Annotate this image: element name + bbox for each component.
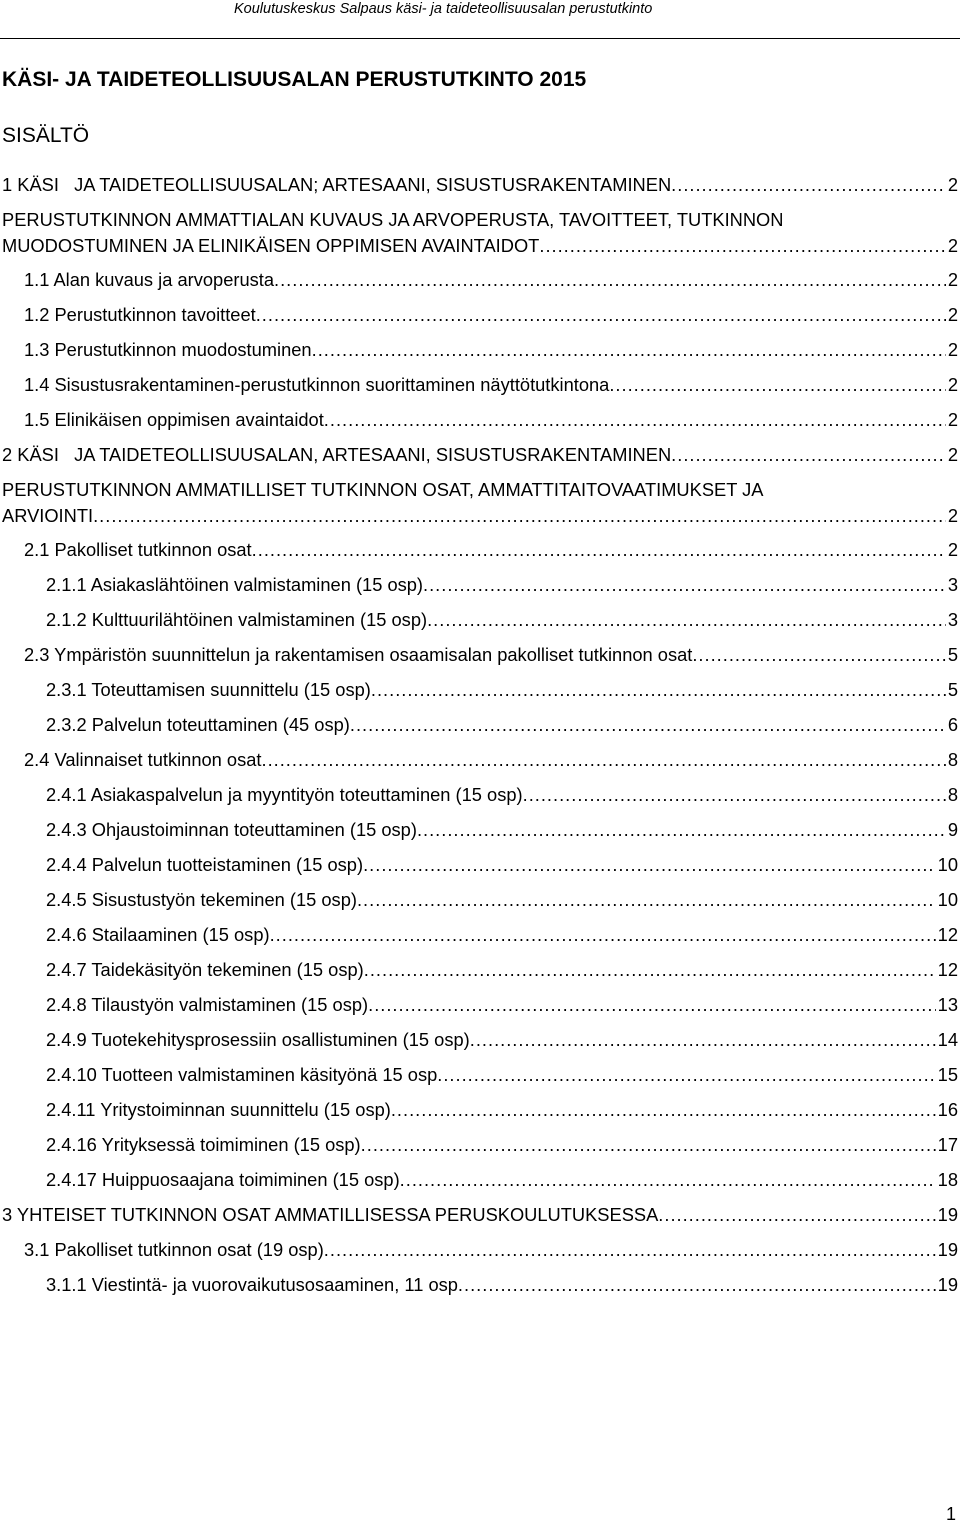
toc-page-number: 16 <box>937 1099 958 1120</box>
toc-entry[interactable] <box>46 1097 958 1123</box>
toc-entry-label: 3.1 Pakolliset tutkinnon osat (19 osp) <box>24 1239 324 1260</box>
toc-entry-label: 2.3 Ympäristön suunnittelun ja rakentamisen osaamisalan pakolliset tutkinnon osat <box>24 644 693 665</box>
toc-entry[interactable] <box>46 677 958 703</box>
toc-entry-label: MUODOSTUMINEN JA ELINIKÄISEN OPPIMISEN AVAINTAIDOT <box>2 235 540 256</box>
toc-entry[interactable] <box>2 442 958 468</box>
dot-leader <box>658 1202 935 1228</box>
toc-entry-label: 2.4.7 Taidekäsityön tekeminen (15 osp) <box>46 959 364 980</box>
toc-page-number: 10 <box>937 889 958 910</box>
toc-page-number: 12 <box>937 924 958 945</box>
toc-entry[interactable] <box>46 572 958 598</box>
toc-page-number: 3 <box>947 609 958 630</box>
dot-leader <box>371 677 946 703</box>
toc-entry-label-line1: PERUSTUTKINNON AMMATILLISET TUTKINNON OSAT, AMMATTITAITOVAATIMUKSET JA <box>2 479 764 500</box>
toc-entry[interactable] <box>2 1202 958 1228</box>
toc-entry[interactable] <box>24 267 958 293</box>
toc-entry[interactable] <box>24 537 958 563</box>
toc-entry[interactable] <box>46 817 958 843</box>
toc-page-number: 2 <box>947 374 958 395</box>
dot-leader <box>539 233 945 259</box>
dot-leader <box>427 607 946 633</box>
dot-leader <box>350 712 946 738</box>
toc-entry-label-line1: PERUSTUTKINNON AMMATTIALAN KUVAUS JA ARVOPERUSTA, TAVOITTEET, TUTKINNON <box>2 209 784 230</box>
toc-entry-label: 2.1 Pakolliset tutkinnon osat <box>24 539 252 560</box>
dot-leader <box>609 372 945 398</box>
toc-entry-label: 1.4 Sisustusrakentaminen-perustutkinnon suorittaminen näyttötutkintona <box>24 374 610 395</box>
dot-leader <box>274 267 946 293</box>
toc-entry-label: 2.4.5 Sisustustyön tekeminen (15 osp) <box>46 889 357 910</box>
toc-page-number: 19 <box>937 1239 958 1260</box>
toc-page-number: 9 <box>947 819 958 840</box>
toc-entry-label: 2.3.2 Palvelun toteuttaminen (45 osp) <box>46 714 350 735</box>
toc-page-number: 19 <box>937 1274 958 1295</box>
toc-page-number: 10 <box>937 854 958 875</box>
toc-entry-label: 2.4.17 Huippuosaajana toimiminen (15 osp) <box>46 1169 400 1190</box>
toc-page-number: 2 <box>947 505 958 526</box>
dot-leader <box>324 407 946 433</box>
toc-entry-label: ARVIOINTI <box>2 505 94 526</box>
toc-page-number: 8 <box>947 784 958 805</box>
toc-heading: SISÄLTÖ <box>2 124 90 147</box>
toc-page-number: 3 <box>947 574 958 595</box>
dot-leader <box>470 1027 936 1053</box>
dot-leader <box>437 1062 935 1088</box>
toc-entry-label: 2.4.4 Palvelun tuotteistaminen (15 osp) <box>46 854 364 875</box>
toc-entry[interactable] <box>24 337 958 363</box>
toc-entry[interactable] <box>46 782 958 808</box>
toc-entry-label: 1.3 Perustutkinnon muodostuminen <box>24 339 312 360</box>
toc-page-number: 2 <box>947 444 958 465</box>
dot-leader <box>671 442 946 468</box>
dot-leader <box>400 1167 936 1193</box>
toc-page-number: 19 <box>937 1204 958 1225</box>
toc-entry[interactable] <box>46 1062 958 1088</box>
toc-entry-label: 2.4.6 Stailaaminen (15 osp) <box>46 924 270 945</box>
toc-entry[interactable] <box>24 407 958 433</box>
dot-leader <box>368 992 936 1018</box>
toc-entry-label: 1 KÄSI JA TAIDETEOLLISUUSALAN; ARTESAANI, SISUSTUSRAKENTAMINEN <box>2 174 672 195</box>
dot-leader <box>312 337 946 363</box>
toc-entry-label: 1.5 Elinikäisen oppimisen avaintaidot <box>24 409 324 430</box>
toc-entry-label: 2.4.1 Asiakaspalvelun ja myyntityön toteuttaminen (15 osp) <box>46 784 523 805</box>
toc-entry[interactable] <box>46 957 958 983</box>
toc-entry-label: 2.1.2 Kulttuurilähtöinen valmistaminen (15 osp) <box>46 609 428 630</box>
toc-entry[interactable] <box>2 477 958 529</box>
toc-page-number: 6 <box>947 714 958 735</box>
toc-page-number: 2 <box>947 304 958 325</box>
toc-entry-label: 2.4.8 Tilaustyön valmistaminen (15 osp) <box>46 994 369 1015</box>
toc-entry[interactable] <box>2 207 958 259</box>
toc-page-number: 2 <box>947 409 958 430</box>
toc-page-number: 8 <box>947 749 958 770</box>
toc-entry-label: 3.1.1 Viestintä- ja vuorovaikutusosaaminen, 11 osp <box>46 1274 458 1295</box>
dot-leader <box>523 782 946 808</box>
toc-entry[interactable] <box>24 747 958 773</box>
toc-page-number: 18 <box>937 1169 958 1190</box>
dot-leader <box>270 922 936 948</box>
toc-entry[interactable] <box>46 607 958 633</box>
toc-entry[interactable] <box>24 302 958 328</box>
toc-page-number: 13 <box>937 994 958 1015</box>
header-text: Koulutuskeskus Salpaus käsi- ja taideteollisuusalan perustutkinto <box>234 1 653 17</box>
toc-entry-label: 2.4.10 Tuotteen valmistaminen käsityönä 15 osp <box>46 1064 438 1085</box>
toc-entry[interactable] <box>24 372 958 398</box>
toc-entry-label: 1.2 Perustutkinnon tavoitteet <box>24 304 256 325</box>
toc-entry[interactable] <box>46 887 958 913</box>
toc-entry-label: 2.4.11 Yritystoiminnan suunnittelu (15 osp) <box>46 1099 391 1120</box>
dot-leader <box>93 503 946 529</box>
toc-entry[interactable] <box>46 922 958 948</box>
toc-entry[interactable] <box>2 172 958 198</box>
toc-entry-label: 1.1 Alan kuvaus ja arvoperusta <box>24 269 275 290</box>
toc-entry[interactable] <box>46 712 958 738</box>
dot-leader <box>252 537 946 563</box>
toc-page-number: 15 <box>937 1064 958 1085</box>
toc-page-number: 14 <box>937 1029 958 1050</box>
toc-entry-label: 2.4.3 Ohjaustoiminnan toteuttaminen (15 osp) <box>46 819 417 840</box>
toc-entry-label: 2.4.16 Yrityksessä toimiminen (15 osp) <box>46 1134 361 1155</box>
toc-entry[interactable] <box>46 1272 958 1298</box>
dot-leader <box>364 957 936 983</box>
toc-entry-label: 2.4 Valinnaiset tutkinnon osat <box>24 749 262 770</box>
toc-entry-label: 2.3.1 Toteuttamisen suunnittelu (15 osp) <box>46 679 371 700</box>
toc-entry[interactable] <box>46 1027 958 1053</box>
document-title: KÄSI- JA TAIDETEOLLISUUSALAN PERUSTUTKINTO 2015 <box>2 68 587 91</box>
dot-leader <box>458 1272 936 1298</box>
dot-leader <box>423 572 946 598</box>
page-number: 1 <box>945 1504 956 1524</box>
toc-entry[interactable] <box>24 1237 958 1263</box>
dot-leader <box>671 172 946 198</box>
dot-leader <box>256 302 946 328</box>
dot-leader <box>417 817 946 843</box>
toc-page-number: 5 <box>947 679 958 700</box>
toc-entry[interactable] <box>46 992 958 1018</box>
toc-entry[interactable] <box>46 1132 958 1158</box>
toc-page-number: 5 <box>947 644 958 665</box>
toc-entry-label: 2.1.1 Asiakaslähtöinen valmistaminen (15 osp) <box>46 574 424 595</box>
toc-page-number: 2 <box>947 174 958 195</box>
dot-leader <box>363 852 936 878</box>
toc-entry[interactable] <box>24 642 958 668</box>
dot-leader <box>324 1237 936 1263</box>
toc-entry[interactable] <box>46 1167 958 1193</box>
dot-leader <box>391 1097 936 1123</box>
toc-page-number: 2 <box>947 235 958 256</box>
dot-leader <box>261 747 945 773</box>
dot-leader <box>357 887 936 913</box>
toc-entry-label: 2.4.9 Tuotekehitysprosessiin osallistuminen (15 osp) <box>46 1029 470 1050</box>
toc-page-number: 12 <box>937 959 958 980</box>
toc-entry-label: 3 YHTEISET TUTKINNON OSAT AMMATILLISESSA PERUSKOULUTUKSESSA <box>2 1204 659 1225</box>
toc-page-number: 2 <box>947 339 958 360</box>
toc-entry-label: 2 KÄSI JA TAIDETEOLLISUUSALAN, ARTESAANI, SISUSTUSRAKENTAMINEN <box>2 444 672 465</box>
toc-page-number: 2 <box>947 539 958 560</box>
toc-page-number: 2 <box>947 269 958 290</box>
toc-entry[interactable] <box>46 852 958 878</box>
dot-leader <box>361 1132 936 1158</box>
toc-page-number: 17 <box>937 1134 958 1155</box>
dot-leader <box>692 642 945 668</box>
